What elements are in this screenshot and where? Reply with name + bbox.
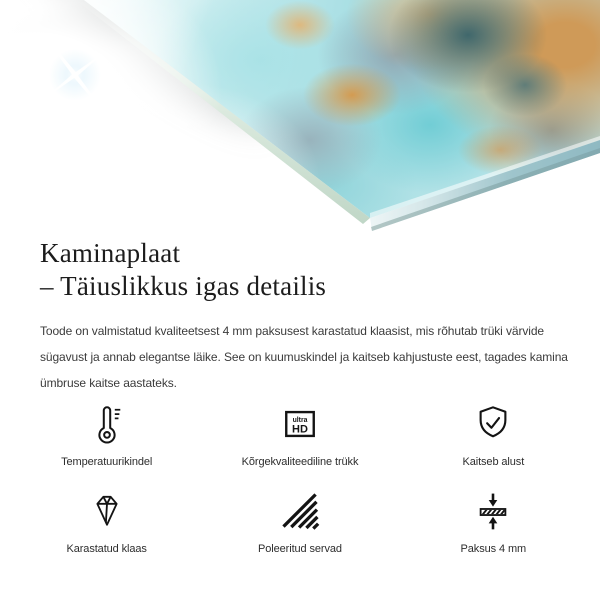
diamond-icon (85, 487, 129, 533)
svg-text:HD: HD (292, 423, 308, 436)
feature-label: Kaitseb alust (462, 456, 525, 468)
feature-high-quality-print (203, 400, 396, 469)
feature-grid (10, 400, 590, 556)
feature-polished-edges (203, 487, 396, 556)
product-description: Toode on valmistatud kvaliteetsest 4 mm paksusest karastatud klaasist, mis rõhutab trüki värvide sügavust ja annab elegantse läike. See on kuumuskindel ja kaitseb kahjustuste eest, tagades kamina ümbruse kaitse aastateks. (40, 324, 568, 390)
page-title-line1: Kaminaplaat (40, 238, 181, 268)
feature-label: Paksus 4 mm (460, 543, 527, 555)
product-description-section (40, 237, 588, 396)
ultra-hd-icon (278, 400, 322, 446)
feature-label: Temperatuurikindel (61, 456, 153, 468)
feature-thickness (397, 487, 590, 556)
feature-label: Karastatud klaas (66, 543, 147, 555)
feature-label: Poleeritud servad (258, 543, 342, 555)
feature-temperature-resistant (10, 400, 203, 469)
polished-edge-icon (278, 487, 322, 533)
feature-protects-base (397, 400, 590, 469)
feature-label: Kõrgekvaliteediline trükk (241, 456, 359, 468)
feature-tempered-glass (10, 487, 203, 556)
thermometer-icon (85, 400, 129, 446)
sparkle-icon (0, 0, 150, 150)
product-image (0, 0, 600, 232)
svg-text:ultra: ultra (292, 416, 308, 424)
shield-check-icon (471, 400, 515, 446)
page-title (40, 237, 588, 303)
page-title-line2: – Täiuslikkus igas detailis (40, 271, 327, 301)
thickness-icon (471, 487, 515, 533)
